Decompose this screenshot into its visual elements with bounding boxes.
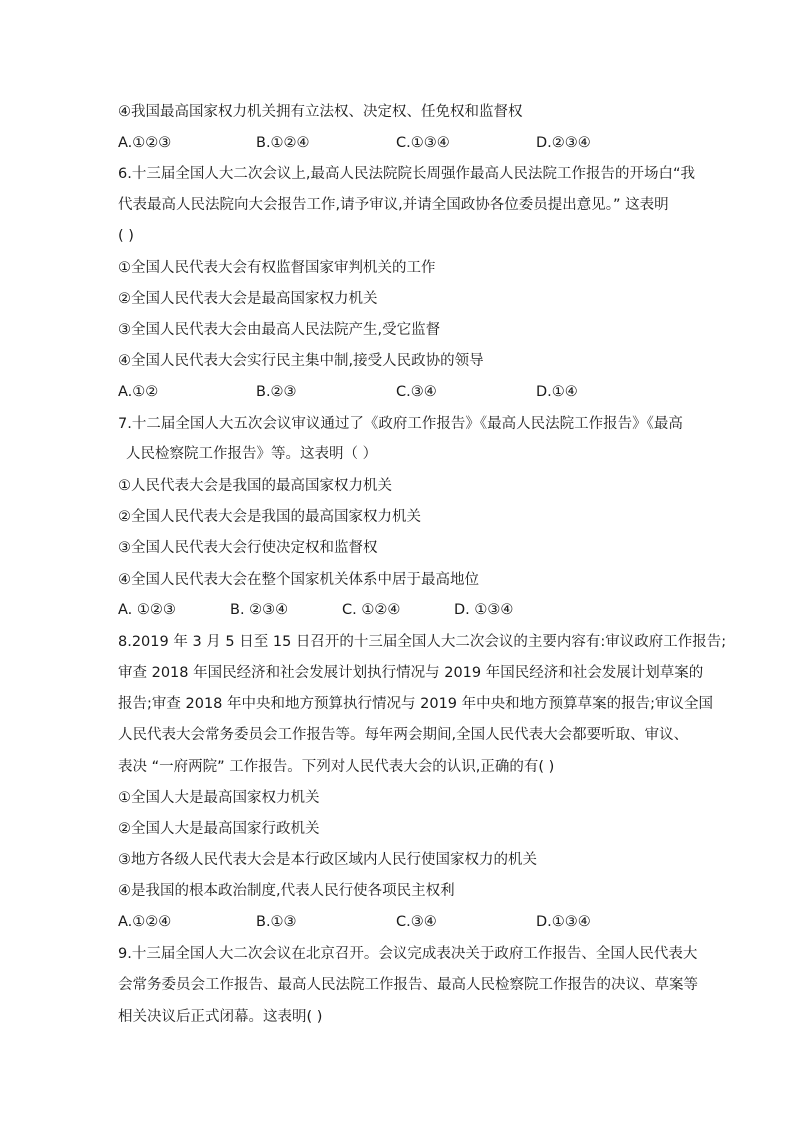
- q7-stem-line-2: 人民检察院工作报告》等。这表明（ ）: [126, 446, 378, 462]
- q7-item-2: ②全国人民代表大会是我国的最高国家权力机关: [118, 509, 421, 525]
- q6-item-2: ②全国人民代表大会是最高国家权力机关: [118, 291, 378, 307]
- q6-option-d: D.①④: [536, 384, 578, 400]
- q8-stem-line-3: 报告;审查 2018 年中央和地方预算执行情况与 2019 年中央和地方预算草案的报告;审议全国: [118, 696, 714, 712]
- q8-item-4: ④是我国的根本政治制度,代表人民行使各项民主权利: [118, 883, 455, 899]
- q7-option-d: D. ①③④: [454, 602, 514, 618]
- q7-option-b: B. ②③④: [230, 602, 289, 618]
- q8-stem-line-2: 审查 2018 年国民经济和社会发展计划执行情况与 2019 年国民经济和社会发展计划草案的: [118, 665, 704, 681]
- q5-item-4: ④我国最高国家权力机关拥有立法权、决定权、任免权和监督权: [118, 104, 523, 120]
- q9-stem-line-1: 9.十三届全国人大二次会议在北京召开。会议完成表决关于政府工作报告、全国人民代表大: [118, 946, 698, 962]
- q8-item-3: ③地方各级人民代表大会是本行政区域内人民行使国家权力的机关: [118, 852, 537, 868]
- q6-stem-line-2: 代表最高人民法院向大会报告工作,请予审议,并请全国政协各位委员提出意见。” 这表明: [118, 197, 669, 213]
- q5-option-b: B.①②④: [256, 135, 310, 151]
- q5-option-d: D.②③④: [536, 135, 591, 151]
- q8-item-1: ①全国人大是最高国家权力机关: [118, 790, 320, 806]
- q6-stem-line-3: ( ): [118, 228, 134, 244]
- q8-option-a: A.①②④: [118, 914, 172, 930]
- q8-option-d: D.①③④: [536, 914, 591, 930]
- q7-item-3: ③全国人民代表大会行使决定权和监督权: [118, 540, 378, 556]
- q8-option-b: B.①③: [256, 914, 297, 930]
- q8-stem-line-1: 8.2019 年 3 月 5 日至 15 日召开的十三届全国人大二次会议的主要内容有:审议政府工作报告;: [118, 634, 727, 650]
- q6-option-a: A.①②: [118, 384, 159, 400]
- q6-stem-line-1: 6.十三届全国人大二次会议上,最高人民法院院长周强作最高人民法院工作报告的开场白“我: [118, 166, 695, 182]
- q6-option-c: C.③④: [396, 384, 437, 400]
- q8-stem-line-5: 表决 “一府两院” 工作报告。下列对人民代表大会的认识,正确的有( ): [118, 759, 555, 775]
- q8-stem-line-4: 人民代表大会常务委员会工作报告等。每年两会期间,全国人民代表大会都要听取、审议、: [118, 727, 689, 743]
- q6-item-1: ①全国人民代表大会有权监督国家审判机关的工作: [118, 260, 436, 276]
- q7-item-4: ④全国人民代表大会在整个国家机关体系中居于最高地位: [118, 572, 479, 588]
- q6-item-4: ④全国人民代表大会实行民主集中制,接受人民政协的领导: [118, 353, 484, 369]
- q5-option-a: A.①②③: [118, 135, 172, 151]
- q6-item-3: ③全国人民代表大会由最高人民法院产生,受它监督: [118, 322, 441, 338]
- q8-option-c: C.③④: [396, 914, 437, 930]
- q7-option-a: A. ①②③: [118, 602, 176, 618]
- q7-option-c: C. ①②④: [342, 602, 401, 618]
- q7-stem-line-1: 7.十二届全国人大五次会议审议通过了《政府工作报告》《最高人民法院工作报告》《最高: [118, 416, 683, 432]
- q9-stem-line-3: 相关决议后正式闭幕。这表明( ): [118, 1009, 323, 1025]
- q5-option-c: C.①③④: [396, 135, 450, 151]
- q8-item-2: ②全国人大是最高国家行政机关: [118, 821, 320, 837]
- q9-stem-line-2: 会常务委员会工作报告、最高人民法院工作报告、最高人民检察院工作报告的决议、草案等: [118, 977, 698, 993]
- q6-option-b: B.②③: [256, 384, 297, 400]
- q7-item-1: ①人民代表大会是我国的最高国家权力机关: [118, 478, 392, 494]
